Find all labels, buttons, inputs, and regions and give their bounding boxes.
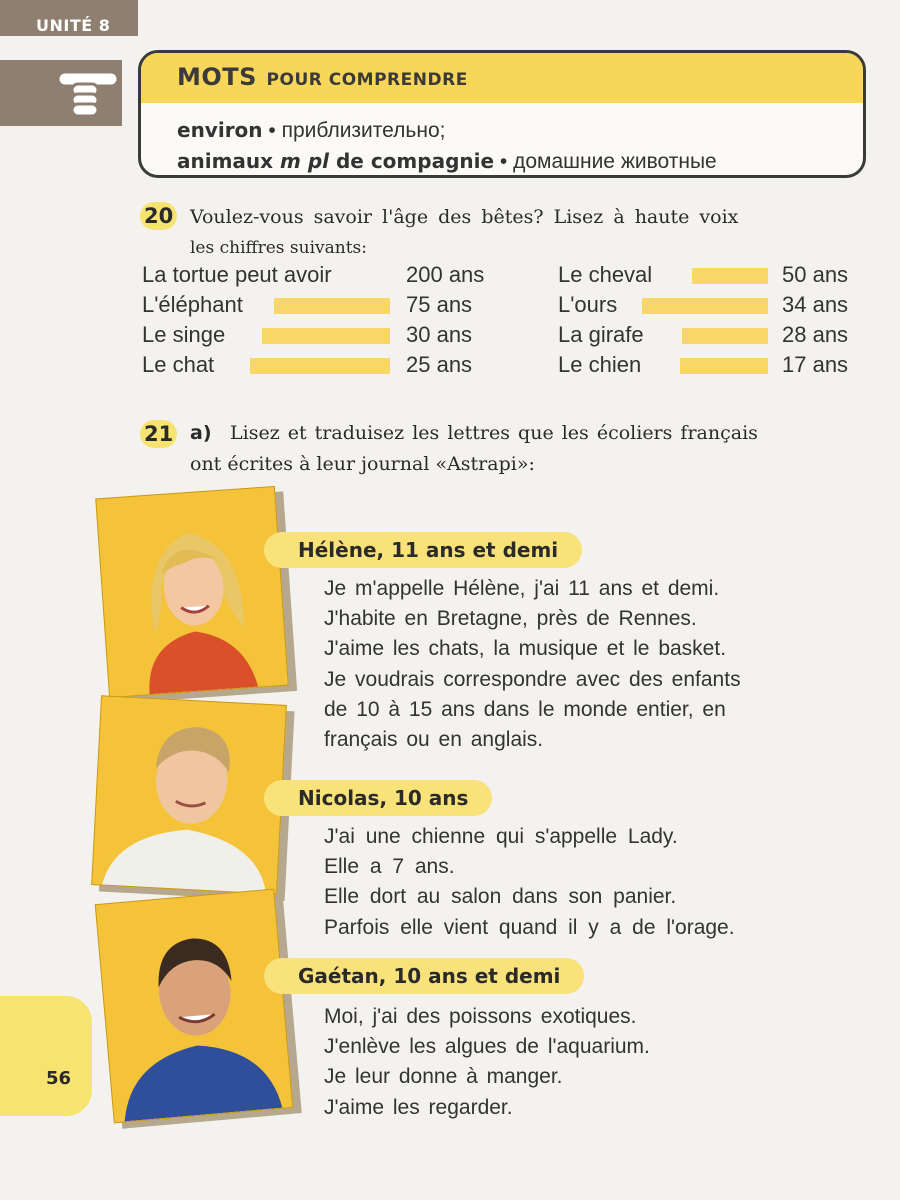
photo-gaetan — [95, 889, 293, 1124]
letter-line: Je leur donne à manger. — [324, 1065, 563, 1089]
exercise-instruction: Lisez et traduisez les lettres que les écoliers français — [230, 422, 758, 444]
animal-label: Le singe — [142, 322, 226, 347]
animal-age: 30 ans — [406, 322, 473, 347]
animal-age: 25 ans — [406, 352, 473, 377]
page-number-tab — [0, 996, 92, 1116]
exercise-number: 20 — [140, 202, 177, 230]
animal-age: 200 ans — [406, 262, 485, 287]
blank-line — [262, 328, 390, 344]
blank-line — [274, 298, 390, 314]
animal-age: 34 ans — [782, 292, 849, 317]
vocabulary-title: MOTS — [177, 63, 257, 91]
exercise-instruction: Voulez-vous savoir l'âge des bêtes? Lisez à haute voix — [190, 206, 739, 228]
animal-label: Le chat — [142, 352, 215, 377]
vocabulary-translation: домашние животные — [513, 150, 717, 173]
letter-line: de 10 à 15 ans dans le monde entier, en — [324, 697, 726, 721]
photo-nicolas — [91, 695, 287, 894]
letter-line: Moi, j'ai des poissons exotiques. — [324, 1005, 637, 1028]
blank-line — [680, 358, 768, 374]
vocabulary-box — [138, 50, 866, 178]
letter-author: Nicolas, 10 ans — [264, 780, 492, 816]
letter-helene — [324, 574, 741, 755]
vocabulary-subtitle: POUR COMPRENDRE — [266, 70, 468, 90]
vocabulary-entry — [177, 146, 863, 177]
letter-line: Je m'appelle Hélène, j'ai 11 ans et demi. — [324, 577, 720, 600]
vocabulary-term: environ — [177, 118, 263, 142]
blank-line — [642, 298, 768, 314]
vocabulary-header — [141, 53, 863, 103]
letter-gaetan — [324, 1002, 650, 1123]
vocabulary-grammar-note: m pl — [280, 149, 330, 173]
animal-age: 50 ans — [782, 262, 849, 287]
letter-line: Elle a 7 ans. — [324, 855, 455, 879]
letter-line: Je voudrais correspondre avec des enfants — [324, 667, 741, 691]
vocabulary-entries — [141, 103, 863, 177]
letter-line: J'ai une chienne qui s'appelle Lady. — [324, 825, 678, 848]
letter-author: Gaétan, 10 ans et demi — [264, 958, 584, 994]
letter-author: Hélène, 11 ans et demi — [264, 532, 582, 568]
exercise-instruction: les chiffres suivants: — [190, 238, 368, 258]
vocabulary-term: animaux — [177, 149, 281, 173]
animal-label: Le cheval — [558, 262, 653, 287]
letter-line: J'enlève les algues de l'aquarium. — [324, 1035, 650, 1059]
letter-nicolas — [324, 822, 735, 943]
animal-age: 28 ans — [782, 322, 849, 347]
pointing-hand-icon — [54, 62, 124, 126]
blank-line — [682, 328, 768, 344]
animal-age: 75 ans — [406, 292, 473, 317]
page-number: 56 — [46, 1068, 72, 1089]
photo-helene — [95, 486, 289, 698]
letter-line: français ou en anglais. — [324, 728, 544, 752]
animal-label: La girafe — [558, 322, 644, 347]
exercise-instruction: ont écrites à leur journal «Astrapi»: — [190, 453, 535, 475]
animal-label: L'éléphant — [142, 292, 243, 317]
animal-age: 17 ans — [782, 352, 849, 377]
vocabulary-separator: • — [262, 119, 282, 142]
exercise-part: a) — [190, 422, 212, 444]
letter-line: J'habite en Bretagne, près de Rennes. — [324, 607, 697, 631]
letter-line: Elle dort au salon dans son panier. — [324, 885, 677, 909]
letter-line: J'aime les regarder. — [324, 1095, 513, 1119]
letter-line: J'aime les chats, la musique et le basket. — [324, 637, 727, 661]
vocabulary-entry — [177, 115, 863, 146]
blank-line — [692, 268, 768, 284]
vocabulary-term: de compagnie — [329, 149, 495, 173]
exercise-number: 21 — [140, 420, 177, 448]
vocabulary-translation: приблизительно; — [281, 119, 446, 142]
animal-label: Le chien — [558, 352, 642, 377]
animal-label: L'ours — [558, 292, 618, 317]
letter-line: Parfois elle vient quand il y a de l'orage. — [324, 915, 735, 939]
animal-label: La tortue peut avoir — [142, 262, 332, 287]
vocabulary-separator: • — [494, 150, 514, 173]
unit-label: UNITÉ 8 — [0, 0, 138, 36]
blank-line — [250, 358, 390, 374]
